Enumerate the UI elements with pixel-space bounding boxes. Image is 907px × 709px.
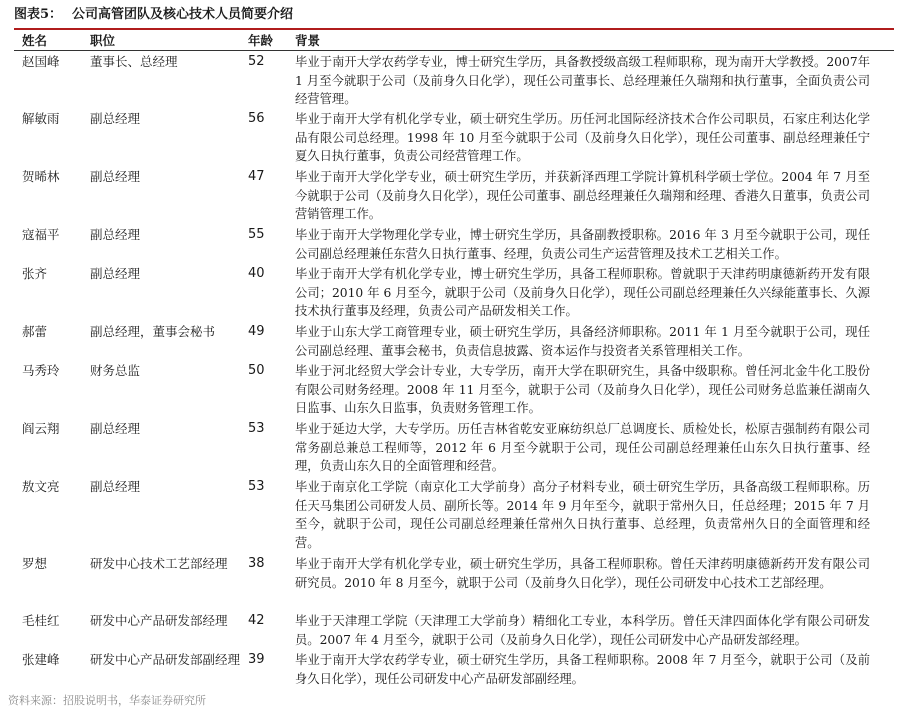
executive-position: 副总经理 — [90, 421, 141, 436]
executive-age: 55 — [248, 227, 265, 242]
executive-name: 寇福平 — [22, 227, 60, 242]
executive-name: 赵国峰 — [22, 54, 60, 69]
header-background: 背景 — [295, 33, 321, 48]
table-row — [14, 651, 894, 693]
figure-title — [14, 0, 894, 30]
figure-number: 图表5： — [14, 7, 63, 22]
source-note: 资料来源：招股说明书，华泰证券研究所 — [8, 694, 206, 707]
executive-age: 49 — [248, 324, 265, 339]
executive-background: 毕业于延边大学，大专学历。历任吉林省乾安亚麻纺织总厂总调度长、质检处长，松原吉强制药有限公司常务副总兼总工程师等，2012 年 6 月至今就职于公司，现任公司副总经理兼任山东久日执行董事、经理，负责山东久日的全面管理和经营。 — [295, 422, 870, 474]
executive-background: 毕业于河北经贸大学会计专业，大专学历，南开大学在职研究生，具备中级职称。曾任河北金牛化工股份有限公司财务经理。2008 年 11 月至今，就职于公司（及前身久日化学），现任公司财务总监兼任湖南久日监事、山东久日监事，负责财务管理工作。 — [295, 364, 870, 416]
table-row — [14, 110, 894, 168]
table-row — [14, 53, 894, 110]
executive-name: 张建峰 — [22, 652, 60, 667]
table-row — [14, 555, 894, 612]
executive-position: 财务总监 — [90, 363, 141, 378]
table-row — [14, 478, 894, 555]
executive-position: 研发中心产品研发部副经理 — [90, 652, 241, 667]
table-row — [14, 226, 894, 265]
executive-background: 毕业于南开大学有机化学专业，硕士研究生学历。历任河北国际经济技术合作公司职员，石家庄利达化学品有限公司总经理。1998 年 10 月至今就职于公司（及前身久日化学），现任公司董事、副总经理兼任宁夏久日执行董事，负责公司经营管理工作。 — [295, 112, 870, 164]
executive-background: 毕业于天津理工学院（天津理工大学前身）精细化工专业，本科学历。曾任天津四面体化学有限公司研发员。2007 年 4 月至今，就职于公司（及前身久日化学），现任公司研发中心产品研发部经理。 — [295, 614, 870, 647]
executive-name: 罗想 — [22, 556, 48, 571]
header-position: 职位 — [90, 33, 116, 48]
executive-background: 毕业于南开大学有机化学专业，博士研究生学历，具备工程师职称。曾就职于天津药明康德新药开发有限公司；2010 年 6 月至今，就职于公司（及前身久日化学），现任公司副总经理兼任久兴绿能董事长、久源技术执行董事及经理，负责公司产品研发相关工作。 — [295, 267, 870, 319]
executive-background: 毕业于南开大学农药学专业，硕士研究生学历，具备工程师职称。2008 年 7 月至今，就职于公司（及前身久日化学），现任公司研发中心产品研发部副经理。 — [295, 653, 870, 686]
table-header — [14, 30, 894, 51]
executive-name: 解敏雨 — [22, 111, 60, 126]
executive-age: 39 — [248, 652, 265, 667]
executive-background: 毕业于山东大学工商管理专业，硕士研究生学历，具备经济师职称。2011 年 1 月至今就职于公司，现任公司副总经理、董事会秘书，负责信息披露、资本运作与投资者关系管理相关工作。 — [295, 325, 870, 358]
executive-age: 56 — [248, 111, 265, 126]
table-row — [14, 265, 894, 323]
executive-age: 50 — [248, 363, 265, 378]
figure-caption: 公司高管团队及核心技术人员简要介绍 — [72, 7, 294, 22]
executive-age: 52 — [248, 54, 265, 69]
executive-age: 53 — [248, 479, 265, 494]
executive-name: 毛桂红 — [22, 613, 60, 628]
executive-name: 贺晞林 — [22, 169, 60, 184]
table-body — [14, 53, 894, 693]
executive-age: 42 — [248, 613, 265, 628]
executive-background: 毕业于南开大学化学专业，硕士研究生学历，并获新泽西理工学院计算机科学硕士学位。2004 年 7 月至今就职于公司（及前身久日化学），现任公司董事、副总经理兼任久瑞翔和经理、香港久日董事，负责公司营销管理工作。 — [295, 170, 870, 222]
executive-position: 副总经理，董事会秘书 — [90, 324, 216, 339]
table-row — [14, 168, 894, 226]
executive-name: 阎云翔 — [22, 421, 60, 436]
executive-age: 40 — [248, 266, 265, 281]
executive-age: 53 — [248, 421, 265, 436]
executive-age: 38 — [248, 556, 265, 571]
table-row — [14, 612, 894, 651]
table-row — [14, 323, 894, 362]
executive-background: 毕业于南京化工学院（南京化工大学前身）高分子材料专业，硕士研究生学历，具备高级工程师职称。历任天马集团公司研发人员、副所长等。2014 年 9 月年至今，就职于常州久日，任总经理；2015 年 7 月至今，就职于公司，现任公司副总经理兼任常州久日执行董事、总经理，负责常州久日的全面管理和经营。 — [295, 480, 870, 550]
executive-position: 研发中心技术工艺部经理 — [90, 556, 228, 571]
executive-background: 毕业于南开大学农药学专业，博士研究生学历，具备教授级高级工程师职称，现为南开大学教授。2007年 1 月至今就职于公司（及前身久日化学），现任公司董事长、总经理兼任久瑞翔和执行董事，全面负责公司经营管理。 — [295, 55, 870, 107]
executive-position: 副总经理 — [90, 111, 141, 126]
executive-position: 副总经理 — [90, 479, 141, 494]
header-name: 姓名 — [22, 33, 48, 48]
executive-position: 董事长、总经理 — [90, 54, 178, 69]
executive-name: 敖文亮 — [22, 479, 60, 494]
executive-position: 研发中心产品研发部经理 — [90, 613, 228, 628]
header-age: 年龄 — [248, 33, 274, 48]
executive-background: 毕业于南开大学有机化学专业，硕士研究生学历，具备工程师职称。曾任天津药明康德新药开发有限公司研究员。2010 年 8 月至今，就职于公司（及前身久日化学），现任公司研发中心技术工艺部经理。 — [295, 557, 870, 590]
executive-name: 张齐 — [22, 266, 48, 281]
table-row — [14, 420, 894, 478]
executive-background: 毕业于南开大学物理化学专业，博士研究生学历，具备副教授职称。2016 年 3 月至今就职于公司，现任公司副总经理兼任东营久日执行董事、经理，负责公司生产运营管理及技术工艺相关工作。 — [295, 228, 870, 261]
executive-position: 副总经理 — [90, 169, 141, 184]
executive-name: 郝蕾 — [22, 324, 48, 339]
executive-name: 马秀玲 — [22, 363, 60, 378]
report-page — [14, 0, 894, 693]
table-row — [14, 362, 894, 420]
executive-position: 副总经理 — [90, 227, 141, 242]
executive-position: 副总经理 — [90, 266, 141, 281]
executive-age: 47 — [248, 169, 265, 184]
